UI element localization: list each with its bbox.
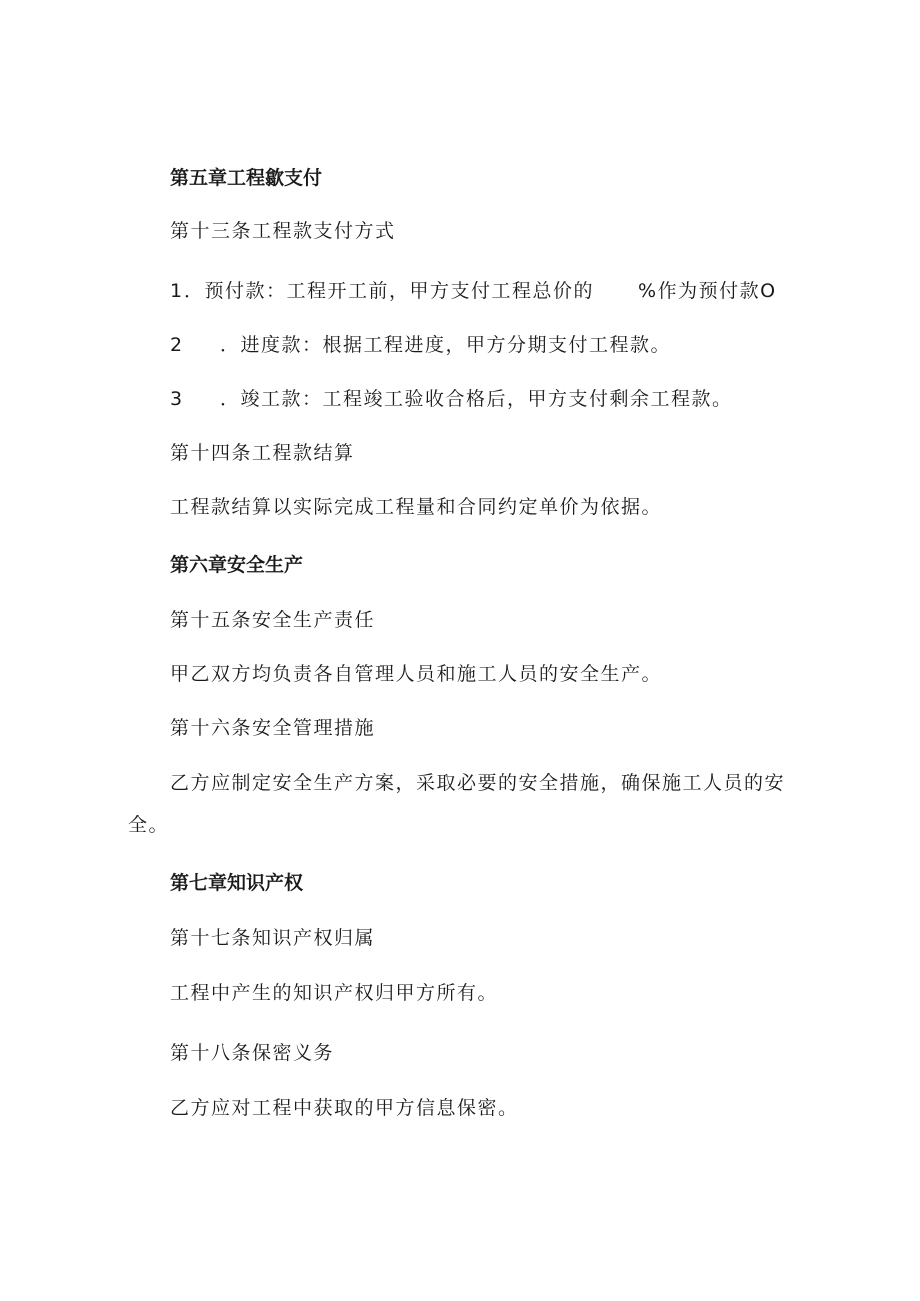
item-number: 3 bbox=[170, 388, 184, 410]
article-16-title: 第十六条安全管理措施 bbox=[170, 717, 376, 739]
article-15-body: 甲乙双方均负责各自管理人员和施工人员的安全生产。 bbox=[170, 663, 663, 685]
article-17-title: 第十七条知识产权归属 bbox=[170, 927, 376, 949]
article-13-item-3 bbox=[170, 386, 733, 412]
article-16-body-line-1: 乙方应制定安全生产方案，采取必要的安全措施，确保施工人员的安 bbox=[170, 772, 786, 794]
article-17-body: 工程中产生的知识产权归甲方所有。 bbox=[170, 982, 499, 1004]
article-16-body-line-2: 全。 bbox=[128, 814, 170, 836]
chapter-6-title: 第六章安全生产 bbox=[170, 554, 304, 576]
item-text: ．进度款：根据工程进度，甲方分期支付工程款。 bbox=[220, 334, 672, 356]
article-15-title: 第十五条安全生产责任 bbox=[170, 609, 376, 631]
article-14-title: 第十四条工程款结算 bbox=[170, 442, 355, 464]
item-text: ．竣工款：工程竣工验收合格后，甲方支付剩余工程款。 bbox=[220, 388, 733, 410]
chapter-5-title: 第五章工程歙支付 bbox=[170, 167, 323, 189]
article-14-body: 工程款结算以实际完成工程量和合同约定单价为依据。 bbox=[170, 496, 663, 518]
chapter-7-title: 第七章知识产权 bbox=[170, 872, 304, 894]
article-18-title: 第十八条保密义务 bbox=[170, 1042, 335, 1064]
item-tail: %作为预付款O bbox=[638, 280, 777, 302]
article-13-title: 第十三条工程款支付方式 bbox=[170, 220, 396, 242]
item-text: ．预付款：工程开工前，甲方支付工程总价的 bbox=[184, 280, 595, 302]
article-13-item-1 bbox=[170, 278, 777, 304]
article-18-body: 乙方应对工程中获取的甲方信息保密。 bbox=[170, 1097, 519, 1119]
item-number: 2 bbox=[170, 334, 184, 356]
article-13-item-2 bbox=[170, 332, 671, 358]
item-number: 1 bbox=[170, 280, 184, 302]
